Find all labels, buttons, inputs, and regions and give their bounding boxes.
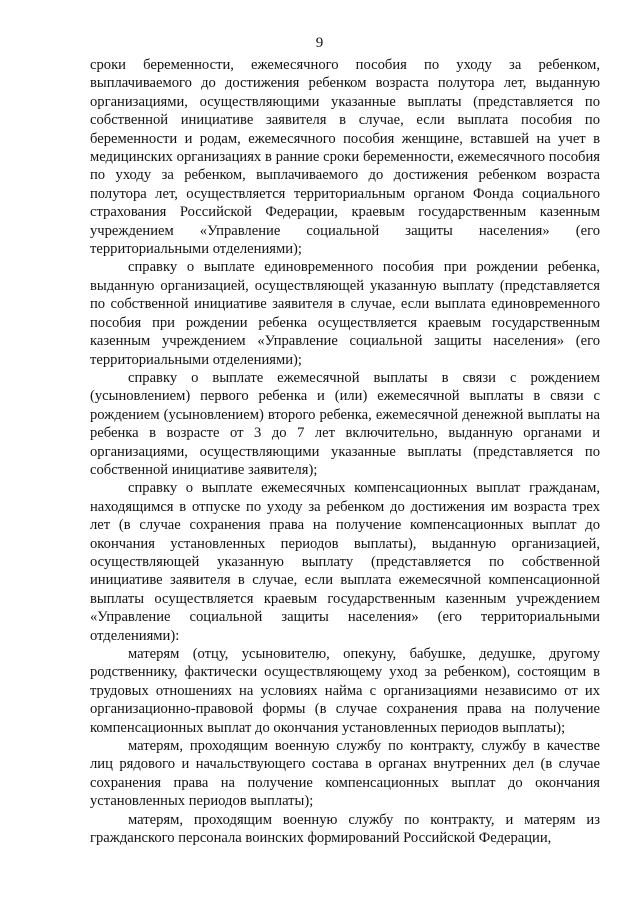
paragraph-continuation: сроки беременности, ежемесячного пособия по уходу за ребенком, выплачиваемого до достижения ребенком возраста полутора лет, выданную организациями, осуществляющими указанные выплаты (представляется по собственной инициативе заявителя в случае, если выплата пособия по беременности и родам, ежемесячного пособия женщине, вставшей на учет в медицинских организациях в ранние сроки беременности, ежемесячного пособия по уходу за ребенком, выплачиваемого до достижения ребенком возраста полутора лет, осуществляется территориальным органом Фонда социального страхования Российской Федерации, краевым государственным казенным учреждением «Управление социальной защиты населения» (его территориальными отделениями);	[90, 57, 600, 258]
paragraph-compensation-payments-certificate: справку о выплате ежемесячных компенсационных выплат гражданам, находящимся в отпуске по уходу за ребенком до достижения им возраста трех лет (в случае сохранения права на получение компенсационных выплат до окончания установленных периодов выплаты), выданную организацией, осуществляющей указанную выплату (представляется по собственной инициативе заявителя в случае, если выплата ежемесячной компенсационной выплаты осуществляется краевым государственным казенным учреждением «Управление социальной защиты населения» (его территориальными отделениями):	[90, 480, 600, 644]
paragraph-mothers-employed: матерям (отцу, усыновителю, опекуну, бабушке, дедушке, другому родственнику, фактически осуществляющему уход за ребенком), состоящим в трудовых отношениях на условиях найма с организациями независимо от их организационно-правовой формы (в случае сохранения права на получение компенсационных выплат до окончания установленных периодов выплаты);	[90, 646, 600, 736]
paragraph-mothers-military-service: матерям, проходящим военную службу по контракту, службу в качестве лиц рядового и начальствующего состава в органах внутренних дел (в случае сохранения права на получение компенсационных выплат до окончания установленных периодов выплаты);	[90, 738, 600, 810]
paragraph-monthly-payment-certificate: справку о выплате ежемесячной выплаты в связи с рождением (усыновлением) первого ребенка и (или) ежемесячной выплаты в связи с рождением (усыновлением) второго ребенка, ежемесячной денежной выплаты на ребенка в возрасте от 3 до 7 лет включительно, выданную органами и организациями, осуществляющими указанные выплаты (представляется по собственной инициативе заявителя);	[90, 369, 600, 478]
document-body	[90, 56, 600, 847]
paragraph-mothers-civilian-personnel: матерям, проходящим военную службу по контракту, и матерям из гражданского персонала воинских формирований Российской Федерации,	[90, 811, 600, 847]
page-number: 9	[315, 35, 324, 51]
paragraph-birth-allowance-certificate: справку о выплате единовременного пособия при рождении ребенка, выданную организацией, осуществляющей указанную выплату (представляется по собственной инициативе заявителя в случае, если выплата единовременного пособия при рождении ребенка осуществляется краевым государственным казенным учреждением «Управление социальной защиты населения» (его территориальными отделениями);	[90, 259, 600, 368]
